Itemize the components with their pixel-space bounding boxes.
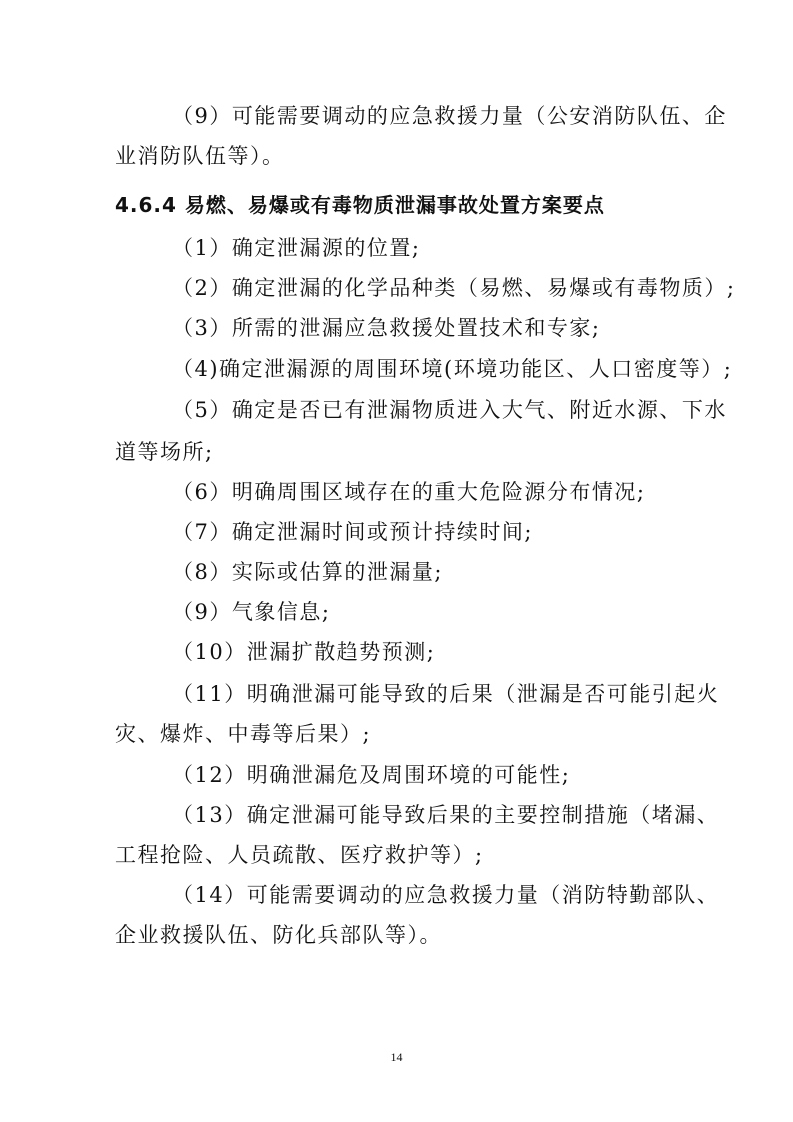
leak-item-5-line-1: （5）确定是否已有泄漏物质进入大气、附近水源、下水 [172, 398, 727, 422]
page-number: 14 [390, 1050, 403, 1064]
leak-item-10: （10）泄漏扩散趋势预测; [172, 640, 436, 664]
leak-item-14-line-2: 企业救援队伍、防化兵部队等）。 [115, 923, 442, 947]
leak-item-5-line-2: 道等场所; [115, 440, 214, 464]
leak-item-2: （2）确定泄漏的化学品种类（易燃、易爆或有毒物质）; [172, 276, 736, 300]
leak-item-11-line-2: 灾、爆炸、中毒等后果）; [115, 722, 372, 746]
leak-item-13-line-1: （13）确定泄漏可能导致后果的主要控制措施（堵漏、 [172, 803, 720, 827]
leak-item-8: （8）实际或估算的泄漏量; [172, 560, 443, 584]
leak-item-4: （4)确定泄漏源的周围环境(环境功能区、人口密度等）; [172, 357, 733, 381]
leak-item-6: （6）明确周围区域存在的重大危险源分布情况; [172, 480, 646, 504]
leak-item-13-line-2: 工程抢险、人员疏散、医疗救护等）; [115, 843, 484, 867]
leak-item-11-line-1: （11）明确泄漏可能导致的后果（泄漏是否可能引起火 [172, 682, 720, 706]
leak-item-9: （9）气象信息; [172, 600, 331, 624]
item-9-line-2: 业消防队伍等）。 [115, 144, 285, 168]
leak-item-1: （1）确定泄漏源的位置; [172, 236, 421, 260]
section-heading: 4.6.4 易燃、易爆或有毒物质泄漏事故处置方案要点 [115, 193, 605, 217]
leak-item-3: （3）所需的泄漏应急救援处置技术和专家; [172, 316, 601, 340]
leak-item-12: （12）明确泄漏危及周围环境的可能性; [172, 763, 571, 787]
leak-item-7: （7）确定泄漏时间或预计持续时间; [172, 520, 533, 544]
item-9-line-1: （9）可能需要调动的应急救援力量（公安消防队伍、企 [172, 104, 727, 128]
leak-item-14-line-1: （14）可能需要调动的应急救援力量（消防特勤部队、 [172, 883, 720, 907]
